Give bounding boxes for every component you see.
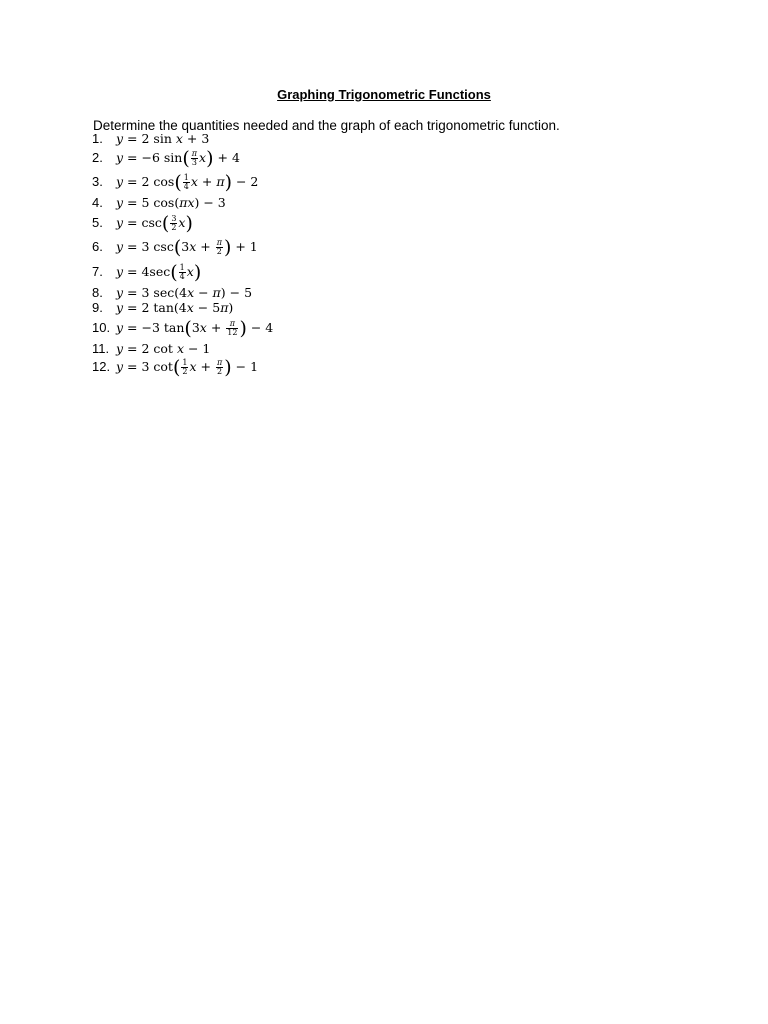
problem-equation: y = −3 tan(3x + $\frac{\pi}{12}$ ) − 4: [116, 317, 274, 340]
problem-equation: y = 2 cot x − 1: [116, 341, 211, 356]
problem-number: 7.: [92, 264, 103, 279]
problem-number: 1.: [92, 131, 103, 146]
problem-number: 2.: [92, 150, 103, 165]
problem-equation: y = 3 sec(4x − π) − 5: [116, 285, 253, 300]
problem-number: 6.: [92, 239, 103, 254]
problem-number: 11.: [92, 341, 110, 356]
problem-number: 5.: [92, 215, 103, 230]
problem-equation: y = 5 cos(πx) − 3: [116, 195, 226, 210]
problem-equation: y = 2 sin x + 3: [116, 131, 210, 146]
problem-number: 9.: [92, 300, 103, 315]
problem-number: 10.: [92, 320, 111, 335]
problem-number: 8.: [92, 285, 103, 300]
problem-equation: y = 2 tan(4x − 5π): [116, 300, 234, 315]
problem-number: 3.: [92, 174, 103, 189]
problem-number: 4.: [92, 195, 103, 210]
problem-equation: y = 2 cos( $\frac{1}{4}$ x + π) − 2: [116, 171, 259, 194]
problem-equation: y = 4sec( $\frac{1}{4}$ x): [116, 261, 202, 284]
page-title: Graphing Trigonometric Functions: [277, 87, 491, 102]
problem-number: 12.: [92, 359, 111, 374]
problem-equation: y = 3 cot( $\frac{1}{2}$ x + $\frac{\pi}{2}$ ) − 1: [116, 356, 259, 379]
problem-equation: y = csc( $\frac{3}{2}$ x): [116, 212, 193, 235]
problem-equation: y = 3 csc(3x + $\frac{\pi}{2}$ ) + 1: [116, 236, 258, 259]
instructions: Determine the quantities needed and the graph of each trigonometric function.: [93, 118, 560, 133]
problem-equation: y = −6 sin( $\frac{\pi}{3}$ x) + 4: [116, 147, 240, 170]
